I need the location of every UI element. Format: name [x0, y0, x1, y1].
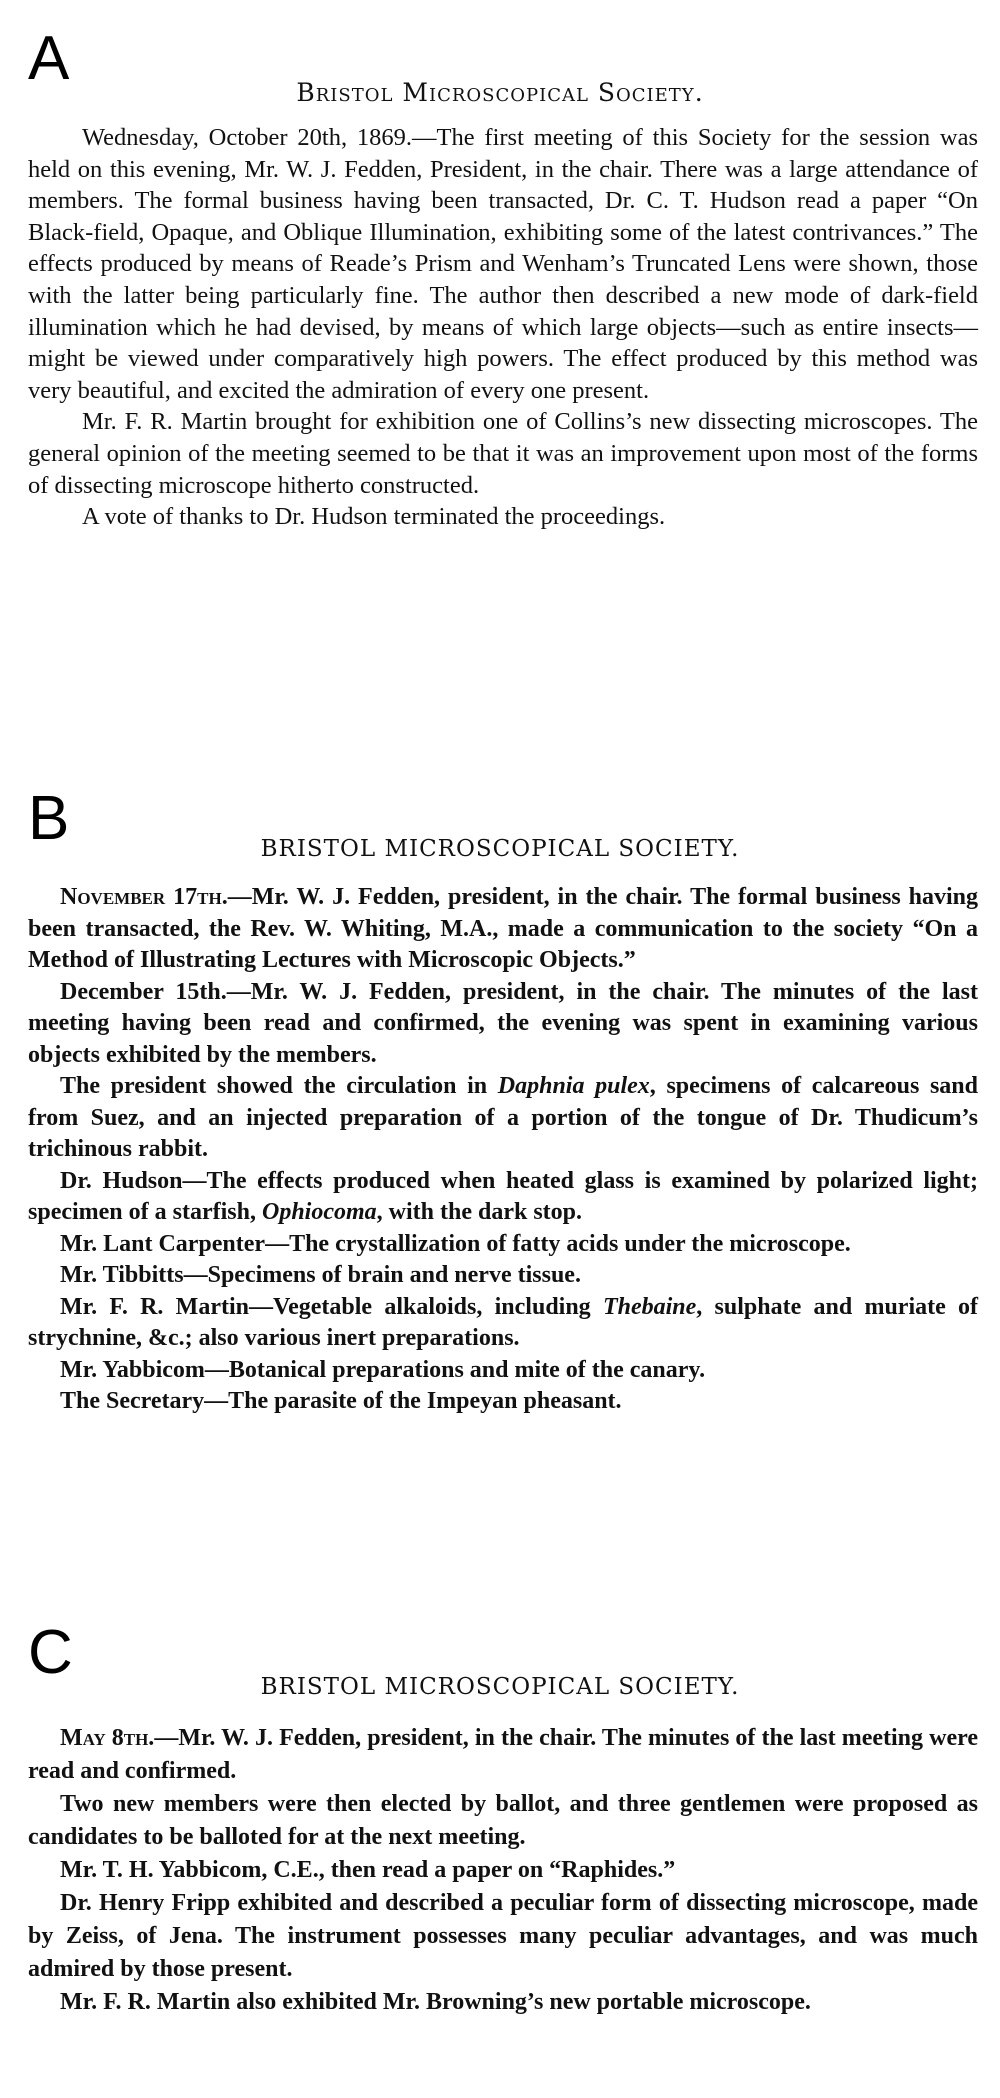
paragraph: Dr. Henry Fripp exhibited and described a peculiar form of dissecting microscope, made by Zeiss, of Jena. The instrument possesses many peculiar advantages, and was much admired by those present.	[28, 1890, 978, 1982]
panel-label-c: C	[28, 1618, 73, 1687]
report-text-c	[28, 1722, 978, 2019]
paragraph-text: Dr. Hudson—The effects produced when heated glass is examined by polarized light; specimen of a starfish,	[28, 1167, 978, 1225]
paragraph: December 15th.—Mr. W. J. Fedden, president, in the chair. The minutes of the last meeting having been read and confirmed, the evening was spent in examining various objects exhibited by the members.	[28, 978, 978, 1068]
report-text-b	[28, 882, 978, 1418]
compound-name: Thebaine	[602, 1293, 697, 1320]
paragraph: Mr. F. R. Martin brought for exhibition one of Collins’s new dissecting microscopes. The general opinion of the meeting seemed to be that it was an improvement upon most of the forms of dissecting microscope hitherto constructed.	[28, 408, 978, 499]
paragraph	[28, 882, 978, 977]
paragraph: Two new members were then elected by ballot, and three gentlemen were proposed as candidates to be balloted for at the next meeting.	[28, 1791, 978, 1850]
paragraph: Mr. Tibbitts—Specimens of brain and nerve tissue.	[60, 1262, 581, 1288]
paragraph: The Secretary—The parasite of the Impeyan pheasant.	[60, 1388, 622, 1414]
report-text-a	[28, 122, 978, 533]
panel-label-b: B	[28, 784, 70, 853]
paragraph: Mr. Lant Carpenter—The crystallization of fatty acids under the microscope.	[60, 1230, 851, 1257]
society-heading-c: BRISTOL MICROSCOPICAL SOCIETY.	[260, 1674, 740, 1700]
paragraph: Mr. T. H. Yabbicom, C.E., then read a paper on “Raphides.”	[60, 1857, 676, 1883]
paragraph: Mr. F. R. Martin also exhibited Mr. Browning’s new portable microscope.	[60, 1989, 811, 2015]
paragraph-text: The president showed the circulation in	[60, 1073, 498, 1099]
paragraph	[28, 1292, 978, 1355]
paragraph	[28, 1166, 978, 1229]
paragraph-text: , specimens of calcareous sand from Suez, and an injected preparation of a portion of the tongue of Dr. Thudicum’s trichinous rabbit.	[28, 1073, 978, 1162]
paragraph-text: , with the dark stop.	[376, 1199, 583, 1225]
society-heading-a: Bristol Microscopical Society.	[296, 78, 704, 107]
society-heading-b: BRISTOL MICROSCOPICAL SOCIETY.	[260, 836, 740, 862]
paragraph: Mr. Yabbicom—Botanical preparations and mite of the canary.	[60, 1356, 706, 1383]
meeting-date: May 8th.	[60, 1725, 155, 1751]
paragraph	[28, 1722, 978, 1788]
paragraph-text: —Mr. W. J. Fedden, president, in the chair. The formal business having been transacted, the Rev. W. Whiting, M.A., made a communication to the society “On a Method of Illustrating Lectures with Microscopic Objects.”	[28, 884, 979, 973]
species-name: Daphnia pulex	[497, 1073, 650, 1099]
panel-label-a: A	[28, 24, 70, 93]
species-name: Ophiocoma	[261, 1199, 377, 1225]
paragraph-text: Mr. F. R. Martin—Vegetable alkaloids, including	[60, 1293, 603, 1320]
paragraph-text: —Mr. W. J. Fedden, president, in the chair. The minutes of the last meeting were read and confirmed.	[28, 1725, 978, 1784]
meeting-date: November 17th.	[60, 884, 228, 910]
paragraph-text: , sulphate and muriate of strychnine, &c.; also various inert preparations.	[28, 1293, 979, 1351]
paragraph: Wednesday, October 20th, 1869.—The first meeting of this Society for the session was held on this evening, Mr. W. J. Fedden, President, in the chair. There was a large attendance of members. The formal business having been transacted, Dr. C. T. Hudson read a paper “On Black-field, Opaque, and Oblique Illumination, exhibiting some of the latest contrivances.” The effects produced by means of Reade’s Prism and Wenham’s Truncated Lens were shown, those with the latter being particularly fine. The author then described a new mode of dark-field illumination which he had devised, by means of which large objects—such as entire insects—might be viewed under comparatively high powers. The effect produced by this method was very beautiful, and excited the admiration of every one present.	[28, 124, 978, 404]
paragraph: A vote of thanks to Dr. Hudson terminated the proceedings.	[82, 503, 666, 531]
paragraph	[28, 1071, 978, 1166]
